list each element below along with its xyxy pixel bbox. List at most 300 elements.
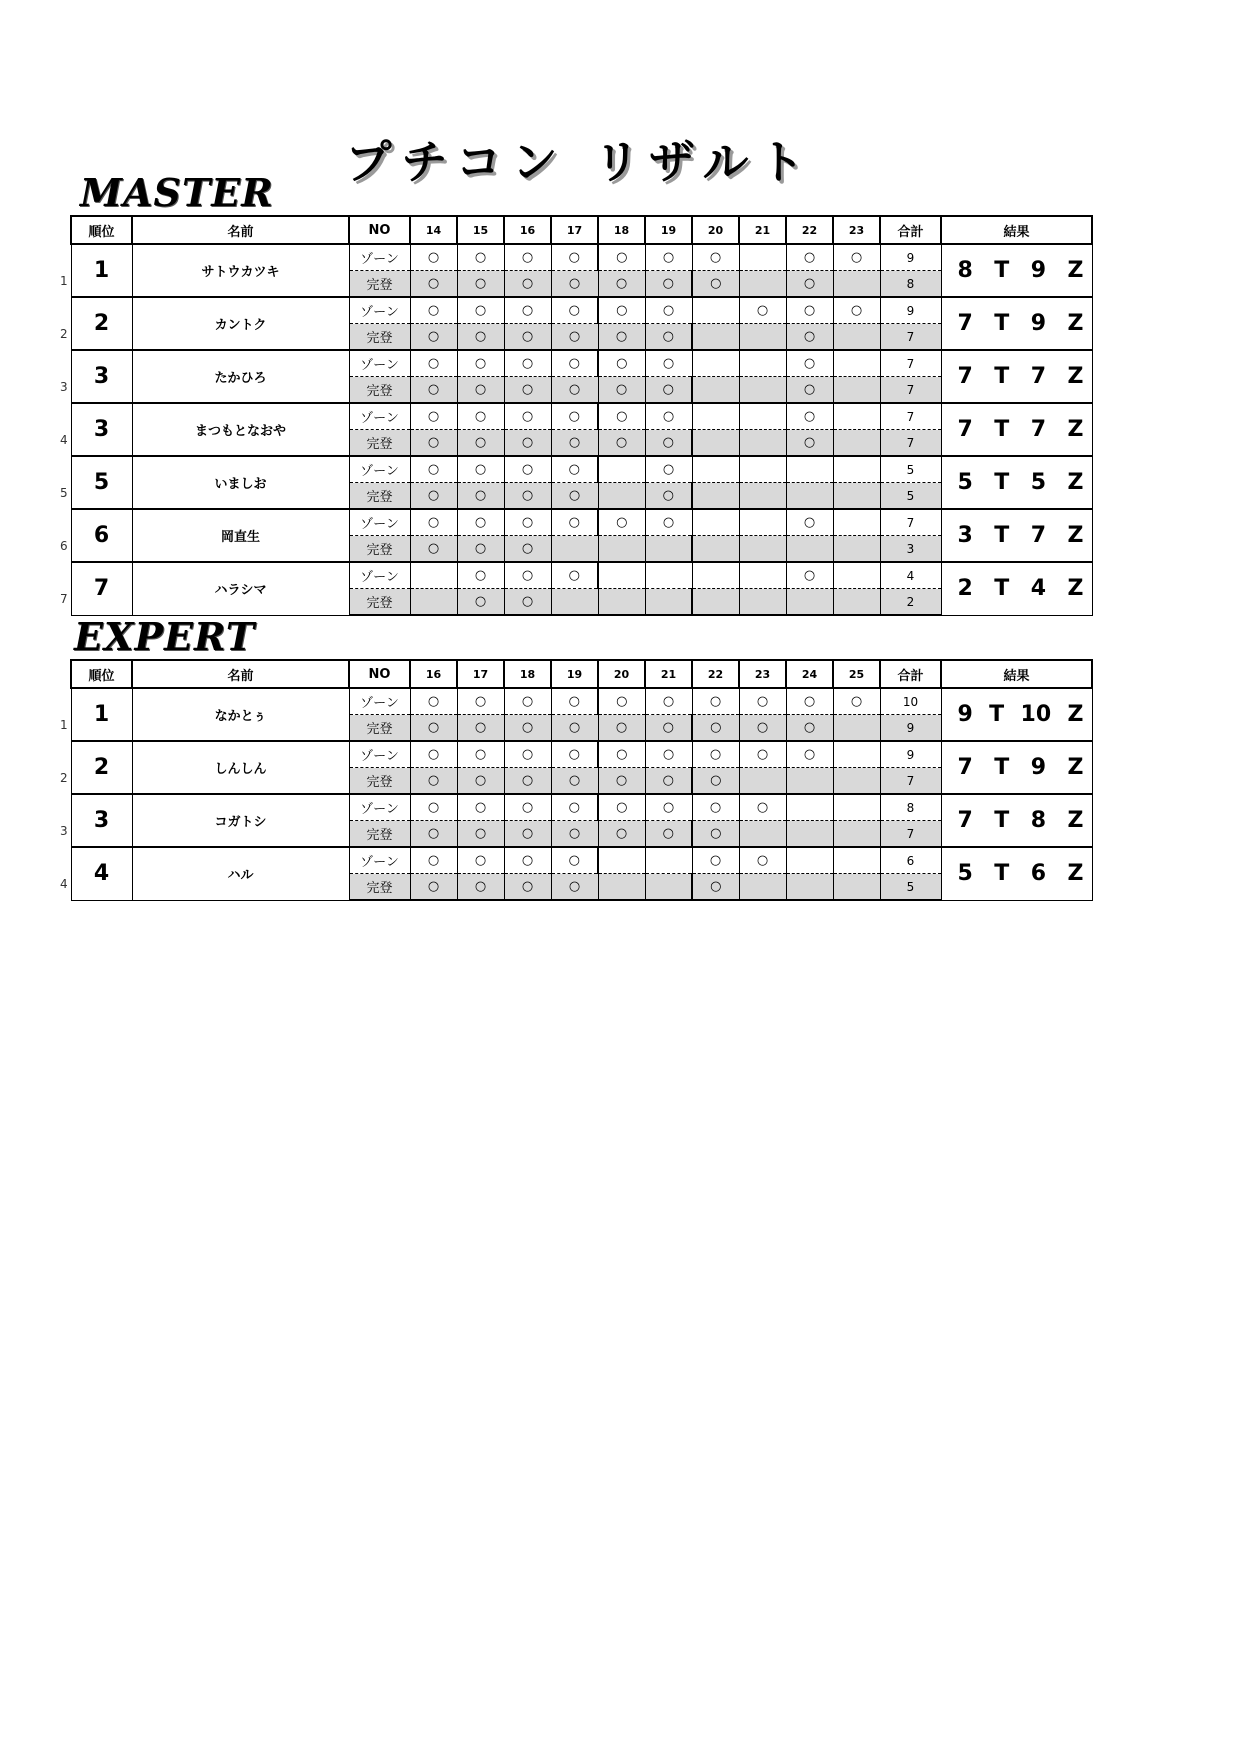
competitor-name: コガトシ bbox=[132, 794, 349, 847]
zone-mark: ○ bbox=[457, 847, 504, 874]
done-mark: ○ bbox=[504, 874, 551, 901]
zone-mark: ○ bbox=[645, 456, 692, 483]
result-score bbox=[942, 702, 1092, 727]
zone-mark bbox=[739, 244, 786, 271]
zone-letter: Z bbox=[1067, 417, 1084, 442]
zones-count: 5 bbox=[1030, 470, 1047, 495]
zone-mark: ○ bbox=[645, 741, 692, 768]
header-problem-19: 19 bbox=[645, 216, 692, 244]
zone-mark: ○ bbox=[598, 794, 645, 821]
table-row bbox=[71, 794, 1092, 821]
zone-mark: ○ bbox=[410, 297, 457, 324]
result-score bbox=[942, 470, 1092, 495]
zone-mark: ○ bbox=[410, 688, 457, 715]
header-no: NO bbox=[349, 216, 410, 244]
zone-mark: ○ bbox=[598, 350, 645, 377]
header-problem-16: 16 bbox=[504, 216, 551, 244]
zone-mark bbox=[410, 562, 457, 589]
done-label: 完登 bbox=[349, 874, 410, 901]
done-label: 完登 bbox=[349, 589, 410, 616]
zone-mark bbox=[833, 350, 880, 377]
zone-mark: ○ bbox=[457, 794, 504, 821]
done-mark bbox=[692, 324, 739, 351]
header-total: 合計 bbox=[880, 660, 941, 688]
zone-total: 4 bbox=[880, 562, 941, 589]
done-mark: ○ bbox=[457, 377, 504, 404]
done-mark: ○ bbox=[692, 271, 739, 298]
zone-mark: ○ bbox=[551, 847, 598, 874]
master-results-table bbox=[70, 215, 1093, 616]
zone-mark: ○ bbox=[410, 244, 457, 271]
done-mark: ○ bbox=[551, 324, 598, 351]
zone-mark bbox=[786, 456, 833, 483]
zone-mark: ○ bbox=[645, 244, 692, 271]
header-problem-17: 17 bbox=[457, 660, 504, 688]
done-mark: ○ bbox=[457, 483, 504, 510]
zone-mark: ○ bbox=[833, 244, 880, 271]
zone-total: 10 bbox=[880, 688, 941, 715]
zone-total: 9 bbox=[880, 244, 941, 271]
done-mark: ○ bbox=[504, 715, 551, 742]
header-no: NO bbox=[349, 660, 410, 688]
rank-cell: 7 bbox=[71, 562, 132, 615]
done-mark bbox=[692, 483, 739, 510]
done-mark: ○ bbox=[504, 821, 551, 848]
table-row bbox=[71, 297, 1092, 324]
top-letter: T bbox=[994, 861, 1010, 887]
done-mark bbox=[833, 271, 880, 298]
zone-mark: ○ bbox=[457, 350, 504, 377]
top-letter: T bbox=[994, 808, 1010, 833]
done-label: 完登 bbox=[349, 324, 410, 351]
master-table-body bbox=[71, 244, 1092, 615]
zone-mark bbox=[692, 562, 739, 589]
result-score bbox=[942, 258, 1092, 283]
done-mark: ○ bbox=[598, 821, 645, 848]
tops-count: 3 bbox=[957, 523, 973, 548]
done-mark: ○ bbox=[410, 768, 457, 795]
zone-mark: ○ bbox=[786, 741, 833, 768]
table-row bbox=[71, 509, 1092, 536]
done-mark: ○ bbox=[410, 715, 457, 742]
zone-mark: ○ bbox=[457, 297, 504, 324]
done-mark bbox=[739, 271, 786, 298]
done-mark bbox=[786, 536, 833, 563]
expert-results-table bbox=[70, 659, 1093, 901]
zone-mark: ○ bbox=[739, 794, 786, 821]
done-mark: ○ bbox=[551, 768, 598, 795]
result-cell bbox=[941, 350, 1092, 403]
header-problem-15: 15 bbox=[457, 216, 504, 244]
zone-label: ゾーン bbox=[349, 244, 410, 271]
done-total: 7 bbox=[880, 430, 941, 457]
competitor-name: ハラシマ bbox=[132, 562, 349, 615]
done-mark bbox=[833, 768, 880, 795]
done-mark: ○ bbox=[410, 324, 457, 351]
header-problem-18: 18 bbox=[504, 660, 551, 688]
zones-count: 7 bbox=[1030, 523, 1047, 548]
top-letter: T bbox=[994, 470, 1010, 495]
done-mark: ○ bbox=[457, 874, 504, 901]
zone-mark: ○ bbox=[645, 403, 692, 430]
competitor-name: まつもとなおや bbox=[132, 403, 349, 456]
done-mark bbox=[786, 589, 833, 616]
zone-letter: Z bbox=[1067, 808, 1084, 833]
row-index: 4 bbox=[60, 433, 68, 447]
done-mark bbox=[786, 821, 833, 848]
result-score bbox=[942, 808, 1092, 833]
rank-cell: 3 bbox=[71, 403, 132, 456]
page-title: プチコン リザルト bbox=[345, 135, 815, 189]
done-total: 7 bbox=[880, 324, 941, 351]
zone-total: 7 bbox=[880, 403, 941, 430]
header-problem-22: 22 bbox=[786, 216, 833, 244]
zone-mark bbox=[692, 509, 739, 536]
done-mark: ○ bbox=[504, 589, 551, 616]
done-mark: ○ bbox=[551, 271, 598, 298]
table-row bbox=[71, 244, 1092, 271]
result-cell bbox=[941, 741, 1092, 794]
tops-count: 5 bbox=[957, 470, 973, 495]
zone-letter: Z bbox=[1067, 702, 1084, 727]
zone-total: 5 bbox=[880, 456, 941, 483]
zone-mark: ○ bbox=[504, 350, 551, 377]
table-row bbox=[71, 688, 1092, 715]
done-mark bbox=[598, 536, 645, 563]
zone-mark: ○ bbox=[833, 688, 880, 715]
done-total: 5 bbox=[880, 483, 941, 510]
tops-count: 8 bbox=[957, 258, 973, 283]
zone-mark: ○ bbox=[551, 688, 598, 715]
done-mark bbox=[833, 536, 880, 563]
done-total: 3 bbox=[880, 536, 941, 563]
done-mark: ○ bbox=[692, 874, 739, 901]
zone-mark: ○ bbox=[410, 509, 457, 536]
top-letter: T bbox=[989, 702, 1005, 727]
row-index: 2 bbox=[60, 771, 68, 785]
header-problem-20: 20 bbox=[692, 216, 739, 244]
zone-mark: ○ bbox=[457, 741, 504, 768]
done-mark: ○ bbox=[598, 715, 645, 742]
rank-cell: 3 bbox=[71, 350, 132, 403]
zone-mark: ○ bbox=[692, 794, 739, 821]
done-mark: ○ bbox=[692, 768, 739, 795]
zone-mark bbox=[833, 847, 880, 874]
zone-mark: ○ bbox=[504, 244, 551, 271]
done-mark: ○ bbox=[457, 430, 504, 457]
done-mark bbox=[645, 589, 692, 616]
zone-total: 8 bbox=[880, 794, 941, 821]
zone-mark: ○ bbox=[504, 297, 551, 324]
done-mark bbox=[833, 483, 880, 510]
zone-total: 7 bbox=[880, 509, 941, 536]
zone-total: 9 bbox=[880, 297, 941, 324]
header-problem-20: 20 bbox=[598, 660, 645, 688]
top-letter: T bbox=[994, 311, 1010, 336]
header-problem-24: 24 bbox=[786, 660, 833, 688]
zone-mark: ○ bbox=[692, 244, 739, 271]
header-name: 名前 bbox=[132, 660, 349, 688]
rank-cell: 6 bbox=[71, 509, 132, 562]
zone-mark bbox=[833, 794, 880, 821]
competitor-name: ハル bbox=[132, 847, 349, 900]
done-mark: ○ bbox=[692, 715, 739, 742]
zone-mark bbox=[692, 456, 739, 483]
done-mark: ○ bbox=[410, 483, 457, 510]
done-mark bbox=[739, 821, 786, 848]
done-mark: ○ bbox=[551, 377, 598, 404]
done-mark: ○ bbox=[504, 271, 551, 298]
zone-mark bbox=[645, 562, 692, 589]
done-mark: ○ bbox=[410, 874, 457, 901]
zone-mark: ○ bbox=[551, 350, 598, 377]
zones-count: 10 bbox=[1020, 702, 1052, 727]
done-mark: ○ bbox=[504, 483, 551, 510]
done-mark: ○ bbox=[457, 768, 504, 795]
header-problem-19: 19 bbox=[551, 660, 598, 688]
table-row bbox=[71, 741, 1092, 768]
done-mark bbox=[551, 589, 598, 616]
header-problem-16: 16 bbox=[410, 660, 457, 688]
done-mark: ○ bbox=[598, 377, 645, 404]
done-label: 完登 bbox=[349, 768, 410, 795]
table-row bbox=[71, 350, 1092, 377]
zone-mark: ○ bbox=[504, 562, 551, 589]
done-mark: ○ bbox=[410, 271, 457, 298]
zone-mark: ○ bbox=[457, 688, 504, 715]
zone-letter: Z bbox=[1067, 523, 1084, 548]
zone-mark: ○ bbox=[645, 688, 692, 715]
header-problem-25: 25 bbox=[833, 660, 880, 688]
done-mark: ○ bbox=[786, 324, 833, 351]
done-mark: ○ bbox=[692, 821, 739, 848]
done-mark bbox=[739, 874, 786, 901]
done-label: 完登 bbox=[349, 821, 410, 848]
result-cell bbox=[941, 794, 1092, 847]
tops-count: 7 bbox=[957, 311, 973, 336]
zone-mark: ○ bbox=[786, 297, 833, 324]
zones-count: 9 bbox=[1030, 258, 1047, 283]
done-mark: ○ bbox=[410, 430, 457, 457]
zone-mark bbox=[692, 297, 739, 324]
tops-count: 7 bbox=[957, 755, 973, 780]
done-mark: ○ bbox=[457, 715, 504, 742]
result-score bbox=[942, 417, 1092, 442]
result-cell bbox=[941, 847, 1092, 900]
header-result: 結果 bbox=[941, 660, 1092, 688]
competitor-name: しんしん bbox=[132, 741, 349, 794]
zone-letter: Z bbox=[1067, 861, 1084, 887]
done-mark bbox=[598, 483, 645, 510]
zone-mark: ○ bbox=[598, 509, 645, 536]
zone-letter: Z bbox=[1067, 258, 1084, 283]
zone-label: ゾーン bbox=[349, 350, 410, 377]
zone-total: 9 bbox=[880, 741, 941, 768]
done-mark bbox=[598, 874, 645, 901]
done-mark: ○ bbox=[551, 821, 598, 848]
zone-mark: ○ bbox=[457, 509, 504, 536]
done-mark bbox=[739, 324, 786, 351]
zone-letter: Z bbox=[1067, 311, 1084, 336]
zone-mark: ○ bbox=[457, 562, 504, 589]
done-mark: ○ bbox=[645, 430, 692, 457]
done-total: 7 bbox=[880, 377, 941, 404]
zone-label: ゾーン bbox=[349, 688, 410, 715]
expert-table-body bbox=[71, 688, 1092, 900]
zone-mark: ○ bbox=[504, 741, 551, 768]
tops-count: 9 bbox=[957, 702, 973, 727]
expert-heading: EXPERT bbox=[74, 614, 256, 659]
row-index: 4 bbox=[60, 877, 68, 891]
zone-mark: ○ bbox=[833, 297, 880, 324]
master-heading: MASTER bbox=[80, 170, 274, 215]
zone-mark: ○ bbox=[786, 509, 833, 536]
done-mark: ○ bbox=[551, 715, 598, 742]
result-score bbox=[942, 861, 1092, 886]
done-mark bbox=[739, 430, 786, 457]
done-mark: ○ bbox=[598, 430, 645, 457]
zone-label: ゾーン bbox=[349, 562, 410, 589]
tops-count: 2 bbox=[957, 576, 973, 602]
done-label: 完登 bbox=[349, 536, 410, 563]
zone-label: ゾーン bbox=[349, 456, 410, 483]
done-mark: ○ bbox=[645, 821, 692, 848]
result-cell bbox=[941, 403, 1092, 456]
tops-count: 7 bbox=[957, 364, 973, 389]
header-problem-21: 21 bbox=[739, 216, 786, 244]
header-name: 名前 bbox=[132, 216, 349, 244]
zone-mark bbox=[786, 794, 833, 821]
zone-mark bbox=[598, 847, 645, 874]
result-score bbox=[942, 311, 1092, 336]
table-row bbox=[71, 403, 1092, 430]
zone-mark: ○ bbox=[598, 244, 645, 271]
done-label: 完登 bbox=[349, 483, 410, 510]
rank-cell: 3 bbox=[71, 794, 132, 847]
done-mark bbox=[833, 821, 880, 848]
done-total: 7 bbox=[880, 821, 941, 848]
done-mark bbox=[739, 377, 786, 404]
done-mark: ○ bbox=[645, 715, 692, 742]
done-mark bbox=[645, 536, 692, 563]
row-index: 2 bbox=[60, 327, 68, 341]
done-mark: ○ bbox=[551, 874, 598, 901]
done-mark: ○ bbox=[504, 377, 551, 404]
done-mark: ○ bbox=[551, 483, 598, 510]
zone-mark: ○ bbox=[786, 562, 833, 589]
done-mark bbox=[786, 483, 833, 510]
zone-mark bbox=[833, 456, 880, 483]
zone-mark bbox=[739, 562, 786, 589]
zone-mark: ○ bbox=[410, 794, 457, 821]
result-score bbox=[942, 364, 1092, 389]
done-mark: ○ bbox=[786, 430, 833, 457]
done-total: 5 bbox=[880, 874, 941, 901]
zone-mark: ○ bbox=[457, 244, 504, 271]
zone-mark bbox=[786, 847, 833, 874]
done-mark bbox=[692, 430, 739, 457]
zone-mark: ○ bbox=[786, 688, 833, 715]
zone-mark: ○ bbox=[645, 794, 692, 821]
zone-mark: ○ bbox=[410, 403, 457, 430]
done-mark: ○ bbox=[645, 377, 692, 404]
zones-count: 8 bbox=[1030, 808, 1047, 833]
row-index: 6 bbox=[60, 539, 68, 553]
zone-mark bbox=[739, 509, 786, 536]
result-score bbox=[942, 523, 1092, 548]
done-mark: ○ bbox=[786, 271, 833, 298]
zone-mark: ○ bbox=[598, 403, 645, 430]
top-letter: T bbox=[994, 755, 1010, 780]
row-index: 1 bbox=[60, 718, 68, 732]
header-problem-23: 23 bbox=[833, 216, 880, 244]
zone-label: ゾーン bbox=[349, 509, 410, 536]
header-problem-17: 17 bbox=[551, 216, 598, 244]
result-cell bbox=[941, 456, 1092, 509]
table-row bbox=[71, 562, 1092, 589]
done-label: 完登 bbox=[349, 430, 410, 457]
zones-count: 9 bbox=[1030, 311, 1047, 336]
top-letter: T bbox=[994, 576, 1010, 602]
zone-mark bbox=[739, 456, 786, 483]
done-mark bbox=[786, 768, 833, 795]
done-mark: ○ bbox=[504, 324, 551, 351]
zone-letter: Z bbox=[1067, 576, 1084, 602]
zone-mark: ○ bbox=[598, 741, 645, 768]
done-mark bbox=[833, 589, 880, 616]
done-mark: ○ bbox=[786, 715, 833, 742]
zone-mark: ○ bbox=[410, 456, 457, 483]
zone-label: ゾーン bbox=[349, 794, 410, 821]
zone-letter: Z bbox=[1067, 755, 1084, 780]
header-problem-21: 21 bbox=[645, 660, 692, 688]
header-total: 合計 bbox=[880, 216, 941, 244]
zone-mark: ○ bbox=[504, 847, 551, 874]
top-letter: T bbox=[994, 417, 1010, 442]
done-mark bbox=[739, 768, 786, 795]
zones-count: 9 bbox=[1030, 755, 1047, 780]
done-mark: ○ bbox=[457, 536, 504, 563]
zone-mark bbox=[739, 350, 786, 377]
done-mark: ○ bbox=[457, 271, 504, 298]
done-mark: ○ bbox=[504, 430, 551, 457]
zone-mark: ○ bbox=[692, 688, 739, 715]
done-total: 2 bbox=[880, 589, 941, 616]
competitor-name: なかとぅ bbox=[132, 688, 349, 741]
rank-cell: 1 bbox=[71, 688, 132, 741]
done-label: 完登 bbox=[349, 377, 410, 404]
competitor-name: サトウカツキ bbox=[132, 244, 349, 297]
zone-mark: ○ bbox=[551, 509, 598, 536]
zone-mark: ○ bbox=[692, 847, 739, 874]
done-mark bbox=[833, 715, 880, 742]
top-letter: T bbox=[994, 364, 1010, 389]
competitor-name: いましお bbox=[132, 456, 349, 509]
done-mark bbox=[833, 324, 880, 351]
zone-mark: ○ bbox=[504, 688, 551, 715]
rank-cell: 4 bbox=[71, 847, 132, 900]
zone-mark: ○ bbox=[504, 456, 551, 483]
zone-mark: ○ bbox=[692, 741, 739, 768]
row-index: 3 bbox=[60, 824, 68, 838]
zone-mark bbox=[833, 509, 880, 536]
done-mark: ○ bbox=[598, 271, 645, 298]
header-problem-18: 18 bbox=[598, 216, 645, 244]
table-row bbox=[71, 456, 1092, 483]
done-mark bbox=[598, 589, 645, 616]
done-mark: ○ bbox=[645, 768, 692, 795]
done-total: 9 bbox=[880, 715, 941, 742]
